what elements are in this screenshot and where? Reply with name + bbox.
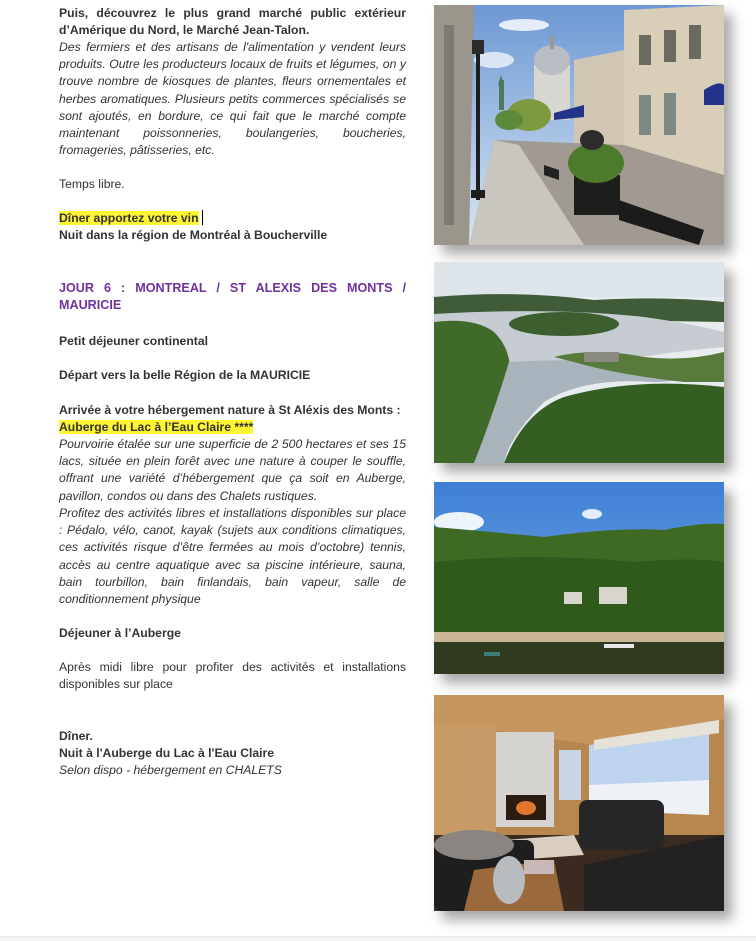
lunch-text: Déjeuner à l’Auberge <box>59 626 181 640</box>
lodging-note: Selon dispo - hébergement en CHALETS <box>59 763 282 777</box>
auberge-highlight: Auberge du Lac à l’Eau Claire **** <box>59 420 254 434</box>
afternoon-text: Après midi libre pour profiter des activités et installations disponibles sur place <box>59 660 406 692</box>
intro-line-1: Puis, découvrez le plus grand marché public extérieur <box>59 6 406 20</box>
arrival-text: Arrivée à votre hébergement nature à St Aléxis des Monts : <box>59 403 401 417</box>
auberge-line <box>59 419 406 436</box>
intro-line-2: d’Amérique du Nord, le Marché Jean-Talon. <box>59 23 310 37</box>
page-bottom-edge <box>0 936 756 941</box>
lakes-aerial-photo <box>434 262 724 463</box>
beach-lake-photo <box>434 482 724 674</box>
breakfast-text: Petit déjeuner continental <box>59 334 208 348</box>
text-cursor <box>202 210 203 225</box>
chalet-living-room-photo <box>434 695 724 911</box>
departure-text: Départ vers la belle Région de la MAURICIE <box>59 368 311 382</box>
activities-description: Profitez des activités libres et installations disponibles sur place : Pédalo, vélo, canot, kayak (sujets aux conditions climatiques, ces activités risque d’être fermées au mois d’octobre) tennis, accès au centre aquatique avec sa piscine intérieure, sauna, bain tourbillon, bain finlandais, bain vapeur, salle de conditionnement physique <box>59 506 406 607</box>
pourvoirie-description: Pourvoirie étalée sur une superficie de 2 500 hectares et ses 15 lacs, située en plein forêt avec une nature à couper le souffle, offrant une variété d’hébergement que ça soit en Auberge, pavillon, condos ou dans des Chalets rustiques. <box>59 437 406 503</box>
dinner-line[interactable] <box>59 210 406 227</box>
dinner-highlight: Dîner apportez votre vin <box>59 211 199 225</box>
old-montreal-street-photo <box>434 5 724 245</box>
day6-heading: JOUR 6 : MONTREAL / ST ALEXIS DES MONTS / MAURICIE <box>59 281 406 313</box>
night-day5-text: Nuit dans la région de Montréal à Boucherville <box>59 228 328 242</box>
free-time-text: Temps libre. <box>59 177 125 191</box>
night-day6-text: Nuit à l'Auberge du Lac à l'Eau Claire <box>59 746 275 760</box>
market-description: Des fermiers et des artisans de l'alimentation y vendent leurs produits. Outre les producteurs locaux de fruits et légumes, on y trouve nombre de kiosques de plantes, fleurs ornementales et herbes aromatiques. Plusieurs petits commerces spécialisés se sont ajoutés, en bordure, ce qui fait que le marché compte maintenant poissonneries, boulangeries, boucheries, fromageries, pâtisseries, etc. <box>59 40 406 158</box>
dinner-text: Dîner. <box>59 729 93 743</box>
